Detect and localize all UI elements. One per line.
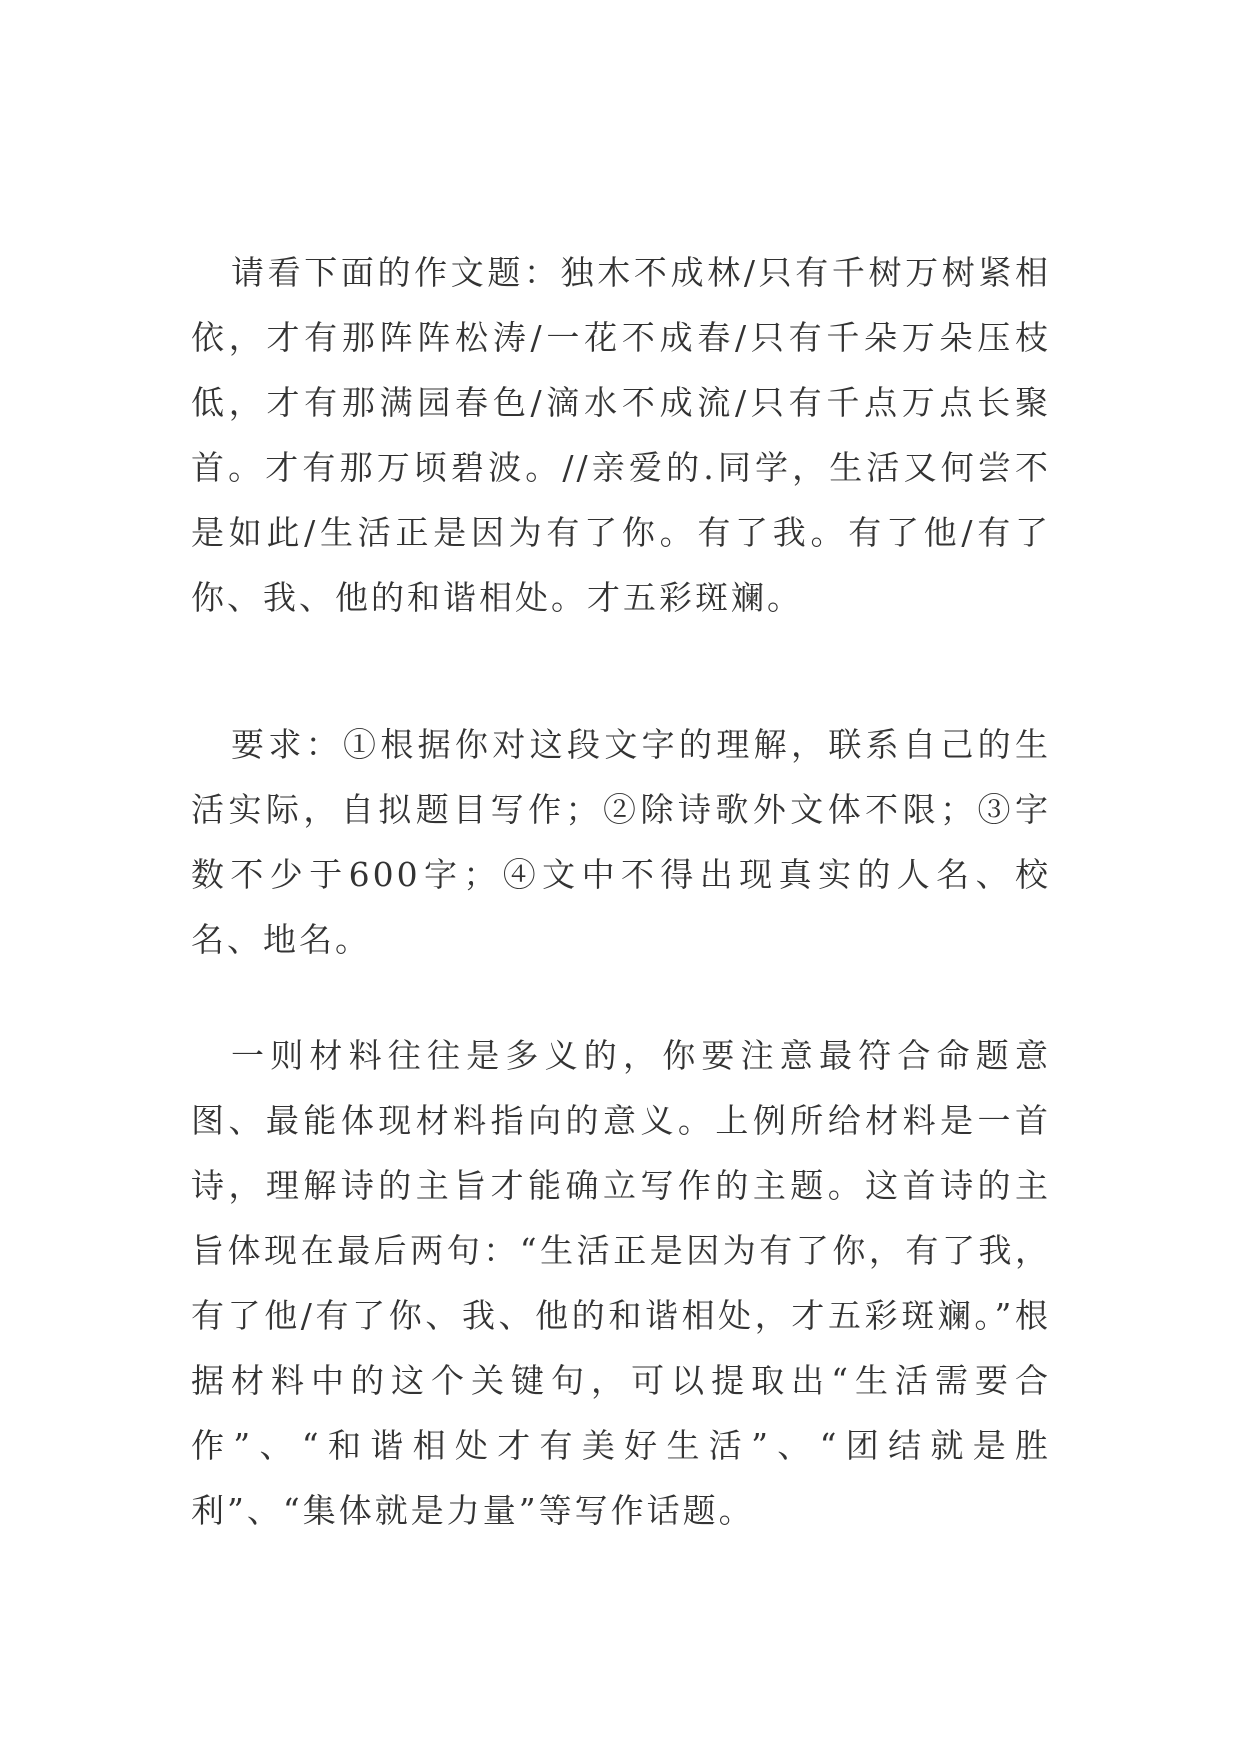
paragraph-requirements: 要求：①根据你对这段文字的理解，联系自己的生活实际，自拟题目写作；②除诗歌外文体不限；③字数不少于600字；④文中不得出现真实的人名、校名、地名。 <box>191 725 1051 959</box>
paragraph-prompt: 请看下面的作文题：独木不成林/只有千树万树紧相依，才有那阵阵松涛/一花不成春/只有千朵万朵压枝低，才有那满园春色/滴水不成流/只有千点万点长聚首。才有那万顷碧波。//亲爱的.同学，生活又何尝不是如此/生活正是因为有了你。有了我。有了他/有了你、我、他的和谐相处。才五彩斑斓。 <box>191 253 1051 617</box>
paragraph-analysis: 一则材料往往是多义的，你要注意最符合命题意图、最能体现材料指向的意义。上例所给材料是一首诗，理解诗的主旨才能确立写作的主题。这首诗的主旨体现在最后两句：“生活正是因为有了你，有了我，有了他/有了你、我、他的和谐相处，才五彩斑斓。”根据材料中的这个关键句，可以提取出“生活需要合作”、“和谐相处才有美好生活”、“团结就是胜利”、“集体就是力量”等写作话题。 <box>191 1036 1051 1530</box>
